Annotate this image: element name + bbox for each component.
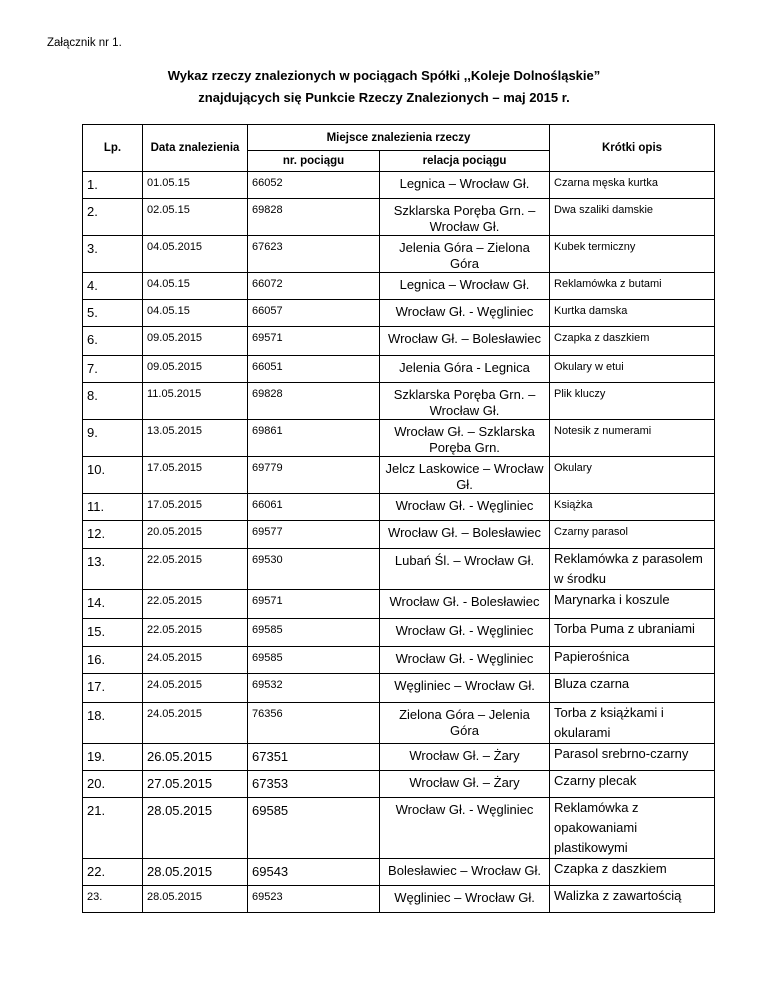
cell-route: Legnica – Wrocław Gł.	[380, 273, 550, 300]
cell-description: Bluza czarna	[550, 674, 715, 703]
cell-train: 69585	[248, 647, 380, 674]
cell-route: Wrocław Gł. - Węgliniec	[380, 494, 550, 521]
cell-lp: 23.	[83, 886, 143, 913]
cell-description: Kurtka damska	[550, 300, 715, 327]
cell-description: Reklamówka z parasolem w środku	[550, 549, 715, 590]
cell-train: 66052	[248, 172, 380, 199]
cell-lp: 8.	[83, 383, 143, 420]
cell-date: 09.05.2015	[143, 356, 248, 383]
cell-description: Torba Puma z ubraniami	[550, 619, 715, 647]
cell-date: 17.05.2015	[143, 457, 248, 494]
cell-description: Czarna męska kurtka	[550, 172, 715, 199]
cell-train: 69861	[248, 420, 380, 457]
header-train: nr. pociągu	[248, 151, 380, 172]
cell-lp: 5.	[83, 300, 143, 327]
cell-date: 04.05.15	[143, 273, 248, 300]
cell-train: 69828	[248, 383, 380, 420]
cell-route: Wrocław Gł. – Żary	[380, 744, 550, 771]
table-row	[83, 494, 715, 521]
cell-route: Legnica – Wrocław Gł.	[380, 172, 550, 199]
cell-route: Bolesławiec – Wrocław Gł.	[380, 859, 550, 886]
cell-date: 09.05.2015	[143, 327, 248, 356]
cell-description: Czapka z daszkiem	[550, 859, 715, 886]
cell-description: Reklamówka z opakowaniami plastikowymi	[550, 798, 715, 859]
cell-lp: 13.	[83, 549, 143, 590]
cell-train: 69577	[248, 521, 380, 549]
cell-description: Parasol srebrno-czarny	[550, 744, 715, 771]
cell-lp: 22.	[83, 859, 143, 886]
cell-train: 69779	[248, 457, 380, 494]
table-row	[83, 420, 715, 457]
cell-route: Zielona Góra – Jelenia Góra	[380, 703, 550, 744]
cell-route: Jelenia Góra - Legnica	[380, 356, 550, 383]
cell-train: 67623	[248, 236, 380, 273]
table-row	[83, 674, 715, 703]
cell-lp: 14.	[83, 590, 143, 619]
table-row	[83, 172, 715, 199]
cell-lp: 11.	[83, 494, 143, 521]
cell-date: 24.05.2015	[143, 703, 248, 744]
table-row	[83, 886, 715, 913]
cell-train: 69828	[248, 199, 380, 236]
table-row	[83, 383, 715, 420]
cell-date: 20.05.2015	[143, 521, 248, 549]
cell-lp: 17.	[83, 674, 143, 703]
cell-lp: 7.	[83, 356, 143, 383]
cell-description: Papierośnica	[550, 647, 715, 674]
cell-lp: 6.	[83, 327, 143, 356]
cell-date: 04.05.15	[143, 300, 248, 327]
cell-lp: 4.	[83, 273, 143, 300]
cell-date: 22.05.2015	[143, 549, 248, 590]
document-subtitle: znajdujących się Punkcie Rzeczy Znalezionych – maj 2015 r.	[198, 90, 570, 105]
cell-train: 69585	[248, 798, 380, 859]
cell-description: Czapka z daszkiem	[550, 327, 715, 356]
cell-date: 26.05.2015	[143, 744, 248, 771]
cell-description: Dwa szaliki damskie	[550, 199, 715, 236]
cell-lp: 19.	[83, 744, 143, 771]
cell-date: 17.05.2015	[143, 494, 248, 521]
table-row	[83, 273, 715, 300]
header-description: Krótki opis	[550, 125, 715, 172]
table-row	[83, 521, 715, 549]
cell-date: 01.05.15	[143, 172, 248, 199]
cell-train: 69571	[248, 590, 380, 619]
cell-description: Walizka z zawartością	[550, 886, 715, 913]
cell-train: 69530	[248, 549, 380, 590]
table-row	[83, 703, 715, 744]
cell-train: 69585	[248, 619, 380, 647]
cell-train: 67353	[248, 771, 380, 798]
cell-lp: 3.	[83, 236, 143, 273]
cell-description: Okulary	[550, 457, 715, 494]
cell-date: 24.05.2015	[143, 647, 248, 674]
cell-description: Torba z książkami i okularami	[550, 703, 715, 744]
cell-description: Czarny plecak	[550, 771, 715, 798]
header-date: Data znalezienia	[143, 125, 248, 172]
cell-train: 69543	[248, 859, 380, 886]
cell-date: 04.05.2015	[143, 236, 248, 273]
header-lp: Lp.	[83, 125, 143, 172]
cell-route: Wrocław Gł. – Żary	[380, 771, 550, 798]
cell-lp: 9.	[83, 420, 143, 457]
table-row	[83, 859, 715, 886]
table-row	[83, 199, 715, 236]
cell-description: Notesik z numerami	[550, 420, 715, 457]
document-title: Wykaz rzeczy znalezionych w pociągach Spółki ,,Koleje Dolnośląskie”	[167, 68, 601, 83]
cell-date: 24.05.2015	[143, 674, 248, 703]
cell-train: 66057	[248, 300, 380, 327]
cell-lp: 20.	[83, 771, 143, 798]
cell-route: Węgliniec – Wrocław Gł.	[380, 886, 550, 913]
cell-route: Wrocław Gł. - Węgliniec	[380, 300, 550, 327]
cell-date: 28.05.2015	[143, 886, 248, 913]
cell-description: Okulary w etui	[550, 356, 715, 383]
cell-route: Wrocław Gł. - Węgliniec	[380, 619, 550, 647]
cell-route: Jelenia Góra – Zielona Góra	[380, 236, 550, 273]
table-row	[83, 771, 715, 798]
cell-date: 27.05.2015	[143, 771, 248, 798]
table-row	[83, 647, 715, 674]
cell-route: Wrocław Gł. – Szklarska Poręba Grn.	[380, 420, 550, 457]
cell-lp: 15.	[83, 619, 143, 647]
cell-date: 22.05.2015	[143, 590, 248, 619]
cell-lp: 18.	[83, 703, 143, 744]
cell-route: Wrocław Gł. - Węgliniec	[380, 647, 550, 674]
cell-train: 76356	[248, 703, 380, 744]
table-row	[83, 327, 715, 356]
cell-train: 66072	[248, 273, 380, 300]
cell-train: 67351	[248, 744, 380, 771]
cell-date: 02.05.15	[143, 199, 248, 236]
table-row	[83, 300, 715, 327]
cell-route: Wrocław Gł. – Bolesławiec	[380, 327, 550, 356]
cell-description: Książka	[550, 494, 715, 521]
table-row	[83, 236, 715, 273]
cell-description: Kubek termiczny	[550, 236, 715, 273]
cell-description: Reklamówka z butami	[550, 273, 715, 300]
cell-date: 11.05.2015	[143, 383, 248, 420]
table-row	[83, 619, 715, 647]
header-route: relacja pociągu	[380, 151, 550, 172]
table-row	[83, 744, 715, 771]
cell-lp: 21.	[83, 798, 143, 859]
cell-date: 13.05.2015	[143, 420, 248, 457]
table-row	[83, 549, 715, 590]
cell-route: Szklarska Poręba Grn. – Wrocław Gł.	[380, 383, 550, 420]
table-row	[83, 356, 715, 383]
header-place: Miejsce znalezienia rzeczy	[248, 125, 550, 151]
cell-date: 28.05.2015	[143, 859, 248, 886]
cell-route: Wrocław Gł. - Bolesławiec	[380, 590, 550, 619]
cell-train: 69571	[248, 327, 380, 356]
cell-train: 69532	[248, 674, 380, 703]
cell-train: 66051	[248, 356, 380, 383]
annex-label: Załącznik nr 1.	[47, 37, 122, 49]
cell-lp: 1.	[83, 172, 143, 199]
cell-route: Jelcz Laskowice – Wrocław Gł.	[380, 457, 550, 494]
cell-route: Lubań Śl. – Wrocław Gł.	[380, 549, 550, 590]
cell-train: 66061	[248, 494, 380, 521]
cell-description: Marynarka i koszule	[550, 590, 715, 619]
table-row	[83, 457, 715, 494]
cell-lp: 2.	[83, 199, 143, 236]
cell-description: Czarny parasol	[550, 521, 715, 549]
cell-train: 69523	[248, 886, 380, 913]
cell-lp: 16.	[83, 647, 143, 674]
cell-lp: 10.	[83, 457, 143, 494]
table-row	[83, 798, 715, 859]
lost-items-table	[82, 124, 715, 913]
cell-date: 22.05.2015	[143, 619, 248, 647]
cell-date: 28.05.2015	[143, 798, 248, 859]
cell-route: Węgliniec – Wrocław Gł.	[380, 674, 550, 703]
cell-route: Szklarska Poręba Grn. – Wrocław Gł.	[380, 199, 550, 236]
cell-route: Wrocław Gł. – Bolesławiec	[380, 521, 550, 549]
cell-description: Plik kluczy	[550, 383, 715, 420]
table-row	[83, 590, 715, 619]
cell-lp: 12.	[83, 521, 143, 549]
cell-route: Wrocław Gł. - Węgliniec	[380, 798, 550, 859]
